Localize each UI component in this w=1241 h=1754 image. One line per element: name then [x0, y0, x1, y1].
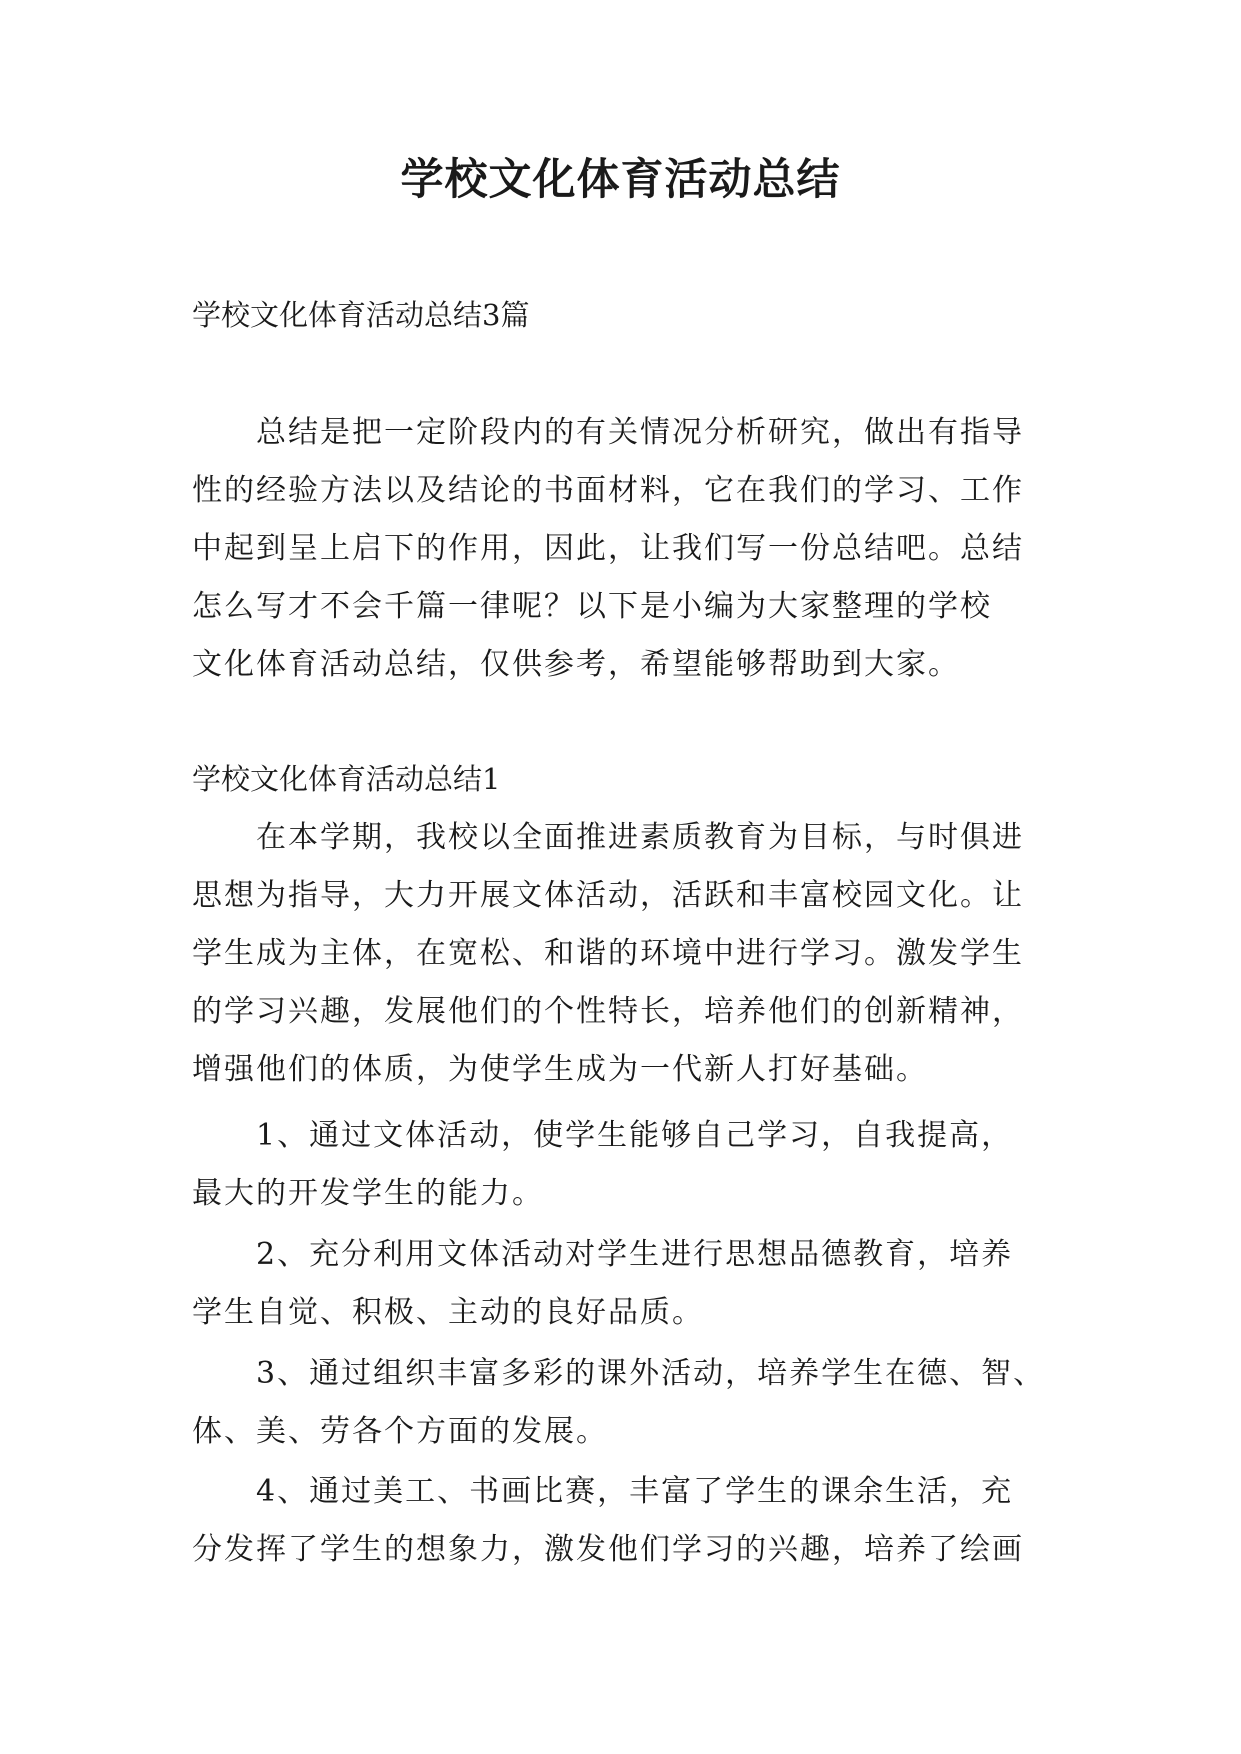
paragraph-line: 怎么写才不会千篇一律呢？以下是小编为大家整理的学校: [192, 589, 992, 624]
paragraph-line: 分发挥了学生的想象力，激发他们学习的兴趣，培养了绘画: [192, 1532, 1024, 1567]
paragraph-line: 4、通过美工、书画比赛，丰富了学生的课余生活，充: [256, 1474, 1014, 1509]
paragraph-line: 增强他们的体质，为使学生成为一代新人打好基础。: [192, 1052, 928, 1087]
intro-paragraph: [192, 404, 1060, 694]
paragraph-line: 性的经验方法以及结论的书面材料，它在我们的学习、工作: [192, 473, 1024, 508]
paragraph-line: 学生自觉、积极、主动的良好品质。: [192, 1295, 704, 1330]
paragraph-line: 思想为指导，大力开展文体活动，活跃和丰富校园文化。让: [192, 878, 1024, 913]
paragraph-line: 1、通过文体活动，使学生能够自己学习，自我提高，: [256, 1118, 1014, 1153]
list-item-4: [192, 1463, 1060, 1579]
paragraph-line: 文化体育活动总结，仅供参考，希望能够帮助到大家。: [192, 647, 960, 682]
list-item-2: [192, 1226, 1060, 1342]
paragraph-line: 中起到呈上启下的作用，因此，让我们写一份总结吧。总结: [192, 531, 1024, 566]
paragraph-line: 的学习兴趣，发展他们的个性特长，培养他们的创新精神，: [192, 994, 1024, 1029]
part1-intro-paragraph: [192, 809, 1060, 1099]
paragraph-line: 学生成为主体，在宽松、和谐的环境中进行学习。激发学生: [192, 936, 1024, 971]
paragraph-line: 3、通过组织丰富多彩的课外活动，培养学生在德、智、: [256, 1356, 1046, 1391]
paragraph-line: 最大的开发学生的能力。: [192, 1176, 544, 1211]
series-heading: 学校文化体育活动总结3篇: [192, 298, 530, 332]
paragraph-line: 体、美、劳各个方面的发展。: [192, 1414, 608, 1449]
paragraph-line: 2、充分利用文体活动对学生进行思想品德教育，培养: [256, 1237, 1014, 1272]
list-item-3: [192, 1345, 1060, 1461]
list-item-1: [192, 1107, 1060, 1223]
paragraph-line: 在本学期，我校以全面推进素质教育为目标，与时俱进: [256, 820, 1024, 855]
paragraph-line: 总结是把一定阶段内的有关情况分析研究，做出有指导: [256, 415, 1024, 450]
part1-heading: 学校文化体育活动总结1: [192, 762, 501, 796]
document-title: 学校文化体育活动总结: [400, 155, 841, 205]
